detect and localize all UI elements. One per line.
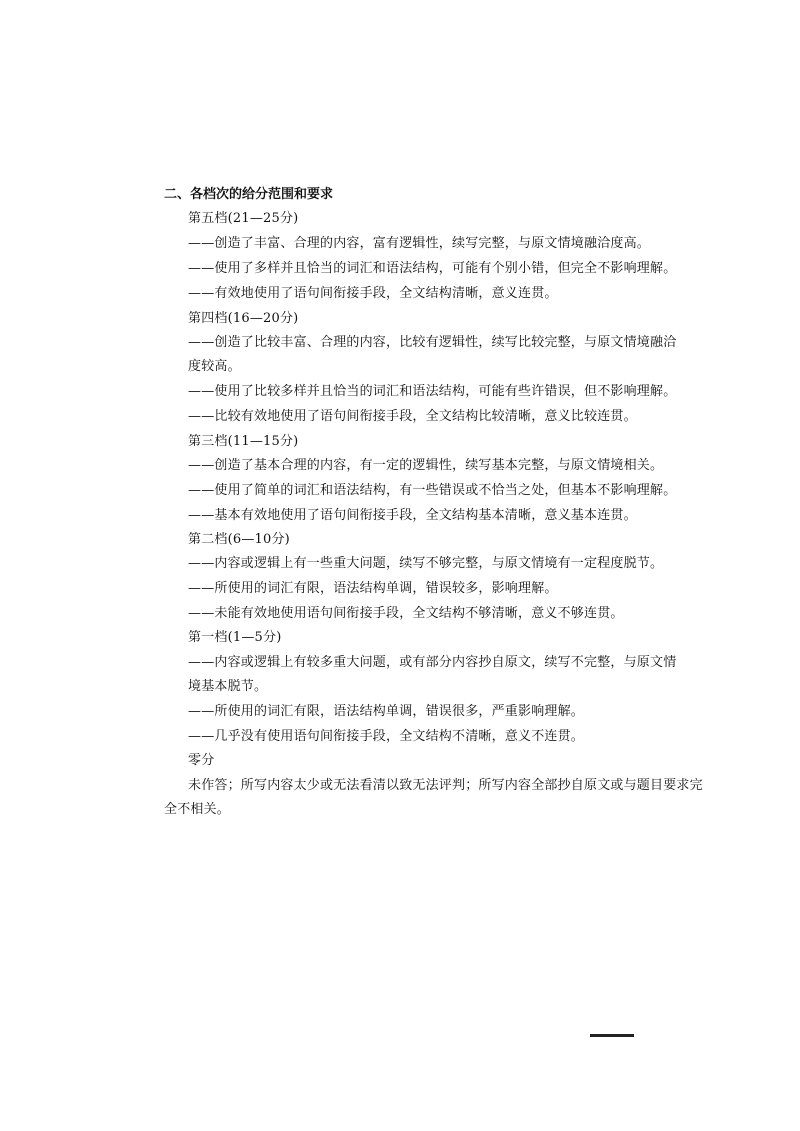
tier-heading: 第三档(11—15分) — [188, 434, 299, 449]
criterion-line: ——几乎没有使用语句间衔接手段，全文结构不清晰，意义不连贯。 — [188, 729, 585, 744]
criterion-line: ——使用了多样并且恰当的词汇和语法结构，可能有个别小错，但完全不影响理解。 — [188, 261, 677, 276]
section-title: 二、各档次的给分范围和要求 — [164, 187, 334, 202]
criterion-line: ——内容或逻辑上有一些重大问题，续写不够完整，与原文情境有一定程度脱节。 — [188, 556, 664, 571]
criterion-line: ——基本有效地使用了语句间衔接手段，全文结构基本清晰，意义基本连贯。 — [188, 508, 637, 523]
criterion-line: ——使用了比较多样并且恰当的词汇和语法结构，可能有些许错误，但不影响理解。 — [188, 384, 677, 399]
criterion-line-continued: 境基本脱节。 — [188, 679, 268, 694]
zero-score-heading: 零分 — [188, 753, 215, 768]
criterion-line: ——所使用的词汇有限，语法结构单调，错误较多，影响理解。 — [188, 581, 558, 596]
tier-heading: 第二档(6—10分) — [188, 532, 290, 547]
tier-heading: 第四档(16—20分) — [188, 311, 299, 326]
criterion-line: ——创造了丰富、合理的内容，富有逻辑性，续写完整，与原文情境融洽度高。 — [188, 236, 651, 251]
zero-score-text-continued: 全不相关。 — [164, 802, 231, 817]
criterion-line: ——有效地使用了语句间衔接手段，全文结构清晰，意义连贯。 — [188, 286, 558, 301]
criterion-line-continued: 度较高。 — [188, 359, 241, 374]
criterion-line: ——创造了比较丰富、合理的内容，比较有逻辑性，续写比较完整，与原文情境融洽 — [188, 335, 677, 350]
footer-mark — [590, 1034, 634, 1037]
criterion-line: ——未能有效地使用语句间衔接手段，全文结构不够清晰，意义不够连贯。 — [188, 606, 624, 621]
criterion-line: ——创造了基本合理的内容，有一定的逻辑性，续写基本完整，与原文情境相关。 — [188, 458, 664, 473]
criterion-line: ——所使用的词汇有限，语法结构单调，错误很多，严重影响理解。 — [188, 704, 585, 719]
criterion-line: ——使用了简单的词汇和语法结构，有一些错误或不恰当之处，但基本不影响理解。 — [188, 483, 677, 498]
zero-score-text: 未作答；所写内容太少或无法看清以致无法评判；所写内容全部抄自原文或与题目要求完 — [188, 778, 703, 793]
criterion-line: ——比较有效地使用了语句间衔接手段，全文结构比较清晰，意义比较连贯。 — [188, 409, 637, 424]
criterion-line: ——内容或逻辑上有较多重大问题，或有部分内容抄自原文，续写不完整，与原文情 — [188, 655, 677, 670]
tier-heading: 第五档(21—25分) — [188, 211, 299, 226]
tier-heading: 第一档(1—5分) — [188, 630, 282, 645]
